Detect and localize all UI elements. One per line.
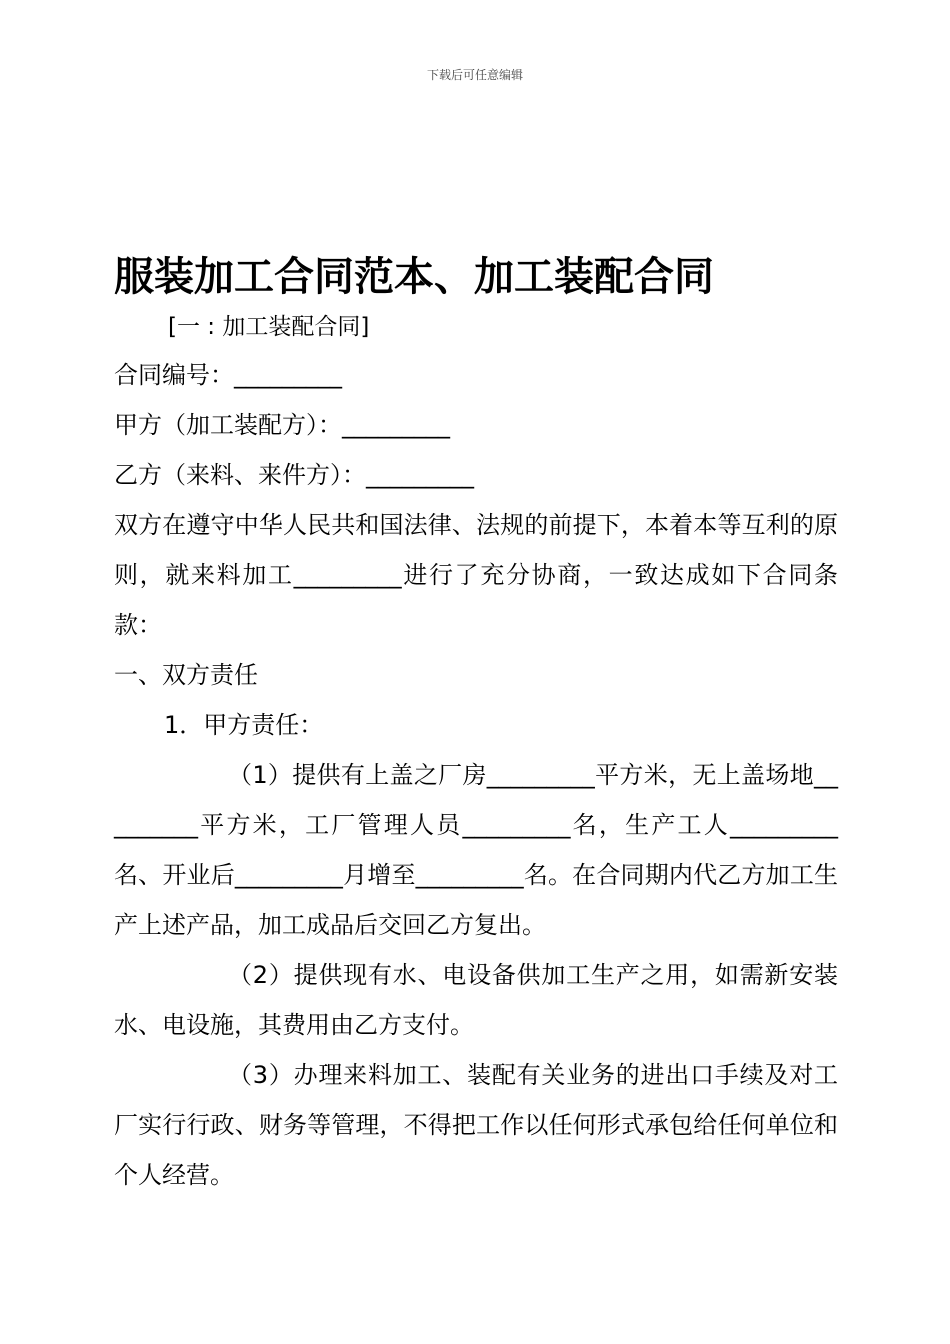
contract-number-line: 合同编号：_________ (114, 361, 342, 389)
preamble-paragraph: 双方在遵守中华人民共和国法律、法规的前提下，本着本等互利的原则，就来料加工_________进行了充分协商，一致达成如下合同条款： (114, 511, 838, 639)
party-a-line: 甲方（加工装配方）：_________ (114, 411, 450, 439)
document-title: 服装加工合同范本、加工装配合同 (114, 254, 714, 300)
party-b-line: 乙方（来料、来件方）：_________ (114, 461, 474, 489)
document-subtitle: [一 : 加工装配合同] (168, 314, 370, 340)
clause-paragraph: （3）办理来料加工、装配有关业务的进出口手续及对工厂实行行政、财务等管理，不得把工作以任何形式承包给任何单位和个人经营。 (114, 1061, 838, 1189)
document-body (114, 350, 838, 1200)
subsection-heading: 1．甲方责任： (164, 711, 324, 739)
clause-paragraph: （2）提供现有水、电设备供加工生产之用，如需新安装水、电设施，其费用由乙方支付。 (114, 961, 838, 1039)
clause-paragraph: （1）提供有上盖之厂房_________平方米，无上盖场地_________平方米，工厂管理人员_________名，生产工人_________名、开业后_________月增至_________名。在合同期内代乙方加工生产上述产品，加工成品后交回乙方复出。 (114, 761, 838, 939)
page-header: 下载后可任意编辑 (426, 68, 523, 82)
section-heading: 一、双方责任 (114, 661, 258, 689)
